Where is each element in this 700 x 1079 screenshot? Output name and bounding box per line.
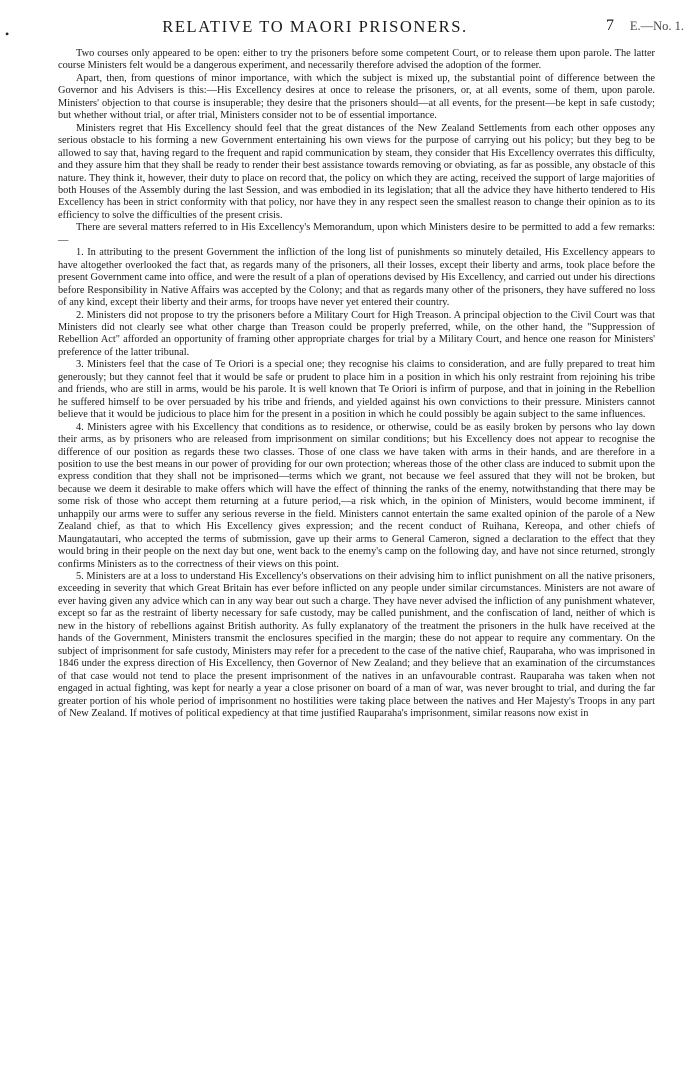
page-title: RELATIVE TO MAORI PRISONERS. — [162, 17, 468, 36]
paragraph-point-4: 4. Ministers agree with his Excellency that conditions as to residence, or otherwise, could be as easily broken by persons who lay down their arms, as by prisoners who are released from imprisonment on similar conditions; but his Excellency does not appear to recognise the difference of our position as regards these two classes. Those of one class we have taken with arms in their hands, and are therefore in a position to use the best means in our power of providing for our own protection; whereas those of the other class are induced to submit upon the express condition that they shall not be imprisoned—terms which we grant, not because we feel assured that they will not be broken, but because we deem it desirable to make offers which will have the effect of thinning the ranks of the enemy, notwithstanding that there may be some risk of those who accept them returning at a future period,—a risk which, in the opinion of Ministers, would become imminent, if unhappily our arms were to suffer any serious reverse in the field. Ministers cannot entertain the same exalted opinion of the parole of a New Zealand chief, as that to which His Excellency gives expression; and the recent conduct of Ruihana, Kereopa, and other chiefs of Maungatautari, who accepted the terms of submission, gave up their arms to General Cameron, signed a declaration to the effect that they would bring in their people on the next day but one, went back to the enemy's camp on the following day, and have not since returned, strongly confirms Ministers as to the correctness of their views on this point. — [58, 421, 655, 570]
paragraph-point-2: 2. Ministers did not propose to try the prisoners before a Military Court for High Treason. A principal objection to the Civil Court was that Ministers did not clearly see what other charge than Treason could be properly preferred, while, on the other hand, the "Suppression of Rebellion Act" afforded an opportunity of framing other appropriate charges for trial by a Military Court, and hence one reason for Ministers' preference of the latter tribunal. — [58, 309, 655, 358]
paragraph-point-5: 5. Ministers are at a loss to understand His Excellency's observations on their advising him to inflict punishment on all the native prisoners, exceeding in severity that which Great Britain has ever before inflicted on any people under similar circumstances. Ministers are not aware of ever having given any advice which can in any way bear out such a charge. They have never advised the infliction of any punishment whatever, except so far as the restraint of liberty necessary for safe custody, may be called punishment, and the confiscation of land, neither of which is new in the history of rebellions against British authority. As fully explanatory of the treatment the prisoners in the hulk have received at the hands of the Government, Ministers transmit the enclosures specified in the margin; these do not appear to require any commentary. On the subject of imprisonment for safe custody, Ministers may refer for a precedent to the case of the native chief, Rauparaha, who was imprisoned in 1846 under the express direction of His Excellency, then Governor of New Zealand; and they believe that an examination of the circumstances of that case would not tend to place the present imprisonment of the natives in an unfavourable contrast. Rauparaha was taken when not engaged in actual fighting, was kept for nearly a year a close prisoner on board of a man of war, was never brought to trial, and during the far greater portion of his whole period of imprisonment no hostilities were taking place between the natives and Her Majesty's Troops in any part of New Zealand. If motives of political expediency at that time justified Rauparaha's imprisonment, similar reasons now exist in — [58, 571, 655, 720]
document-body — [58, 48, 655, 720]
paragraph-point-1: 1. In attributing to the present Government the infliction of the long list of punishments so minutely detailed, His Excellency appears to have altogether overlooked the fact that, as regards many of the prisoners, all their losses, except their liberty and arms, took place before the present Government came into office, and were the result of a plan of operations devised by His Excellency, and carried out under his directions before Responsibility in Native Affairs was accepted by the Colony; and that as regards many other of the prisoners, they have suffered no loss of any kind, except their liberty and their arms, for troops have never yet entered their country. — [58, 247, 655, 309]
paragraph-ministers-regret: Ministers regret that His Excellency should feel that the great distances of the New Zealand Settlements from each other opposes any serious obstacle to his forming a new Government entertaining his own views for the purpose of carrying out his policy; but they beg to be allowed to say that, having regard to the frequent and rapid communication by steam, they consider that His Excellency overrates this difficulty, and they assure him that they shall be ready to render their best assistance towards removing or obviating, as far as possible, any obstacle of this nature. They think it, however, their duty to place on record that, the policy on which they are acting, received the support of large majorities of both Houses of the Assembly during the last Session, and was embodied in its legislation; that all the advice they have hitherto tendered to His Excellency has been in strict conformity with that policy, nor have they in any respect seen the smallest reason to change their opinion as to its efficiency to solve the difficulties of the present crisis. — [58, 122, 655, 221]
paragraph-remarks-intro: There are several matters referred to in His Excellency's Memorandum, upon which Ministers desire to be permitted to add a few remarks:— — [58, 222, 655, 246]
page-number: 7 — [606, 17, 614, 34]
document-reference: E.—No. 1. — [629, 19, 684, 33]
paragraph-point-3: 3. Ministers feel that the case of Te Oriori is a special one; they recognise his claims to consideration, and are fully prepared to treat him generously; but they cannot feel that it would be safe or prudent to place him in a position in which his only restraint from rejoining his tribe and friends, who are still in arms, would be his parole. It is well known that Te Oriori is infirm of purpose, and that in joining in the Rebellion he suffered himself to be over persuaded by his tribe and friends, and yielded against his own convictions to their pressure. Ministers cannot believe that it would be judicious to place him for the present in a position in which he could possibly be again subject to the same influences. — [58, 359, 655, 421]
page-header — [56, 17, 684, 39]
paragraph-intro: Two courses only appeared to be open: either to try the prisoners before some competent Court, or to release them upon parole. The latter course Ministers felt would be a dangerous experiment, and necessarily therefore advised the adoption of the former. — [58, 48, 655, 72]
margin-mark-icon: • — [5, 27, 10, 41]
paragraph-difference: Apart, then, from questions of minor importance, with which the subject is mixed up, the substantial point of difference between the Governor and his Advisers is this:—His Excellency desires at once to release the prisoners, or, at all events, some of them, upon parole. Ministers' objection to that course is insuperable; they desire that the prisoners should—at all events, for the present—be kept in safe custody; but whether without trial, or after trial, Ministers consider not to be of essential importance. — [58, 72, 655, 122]
